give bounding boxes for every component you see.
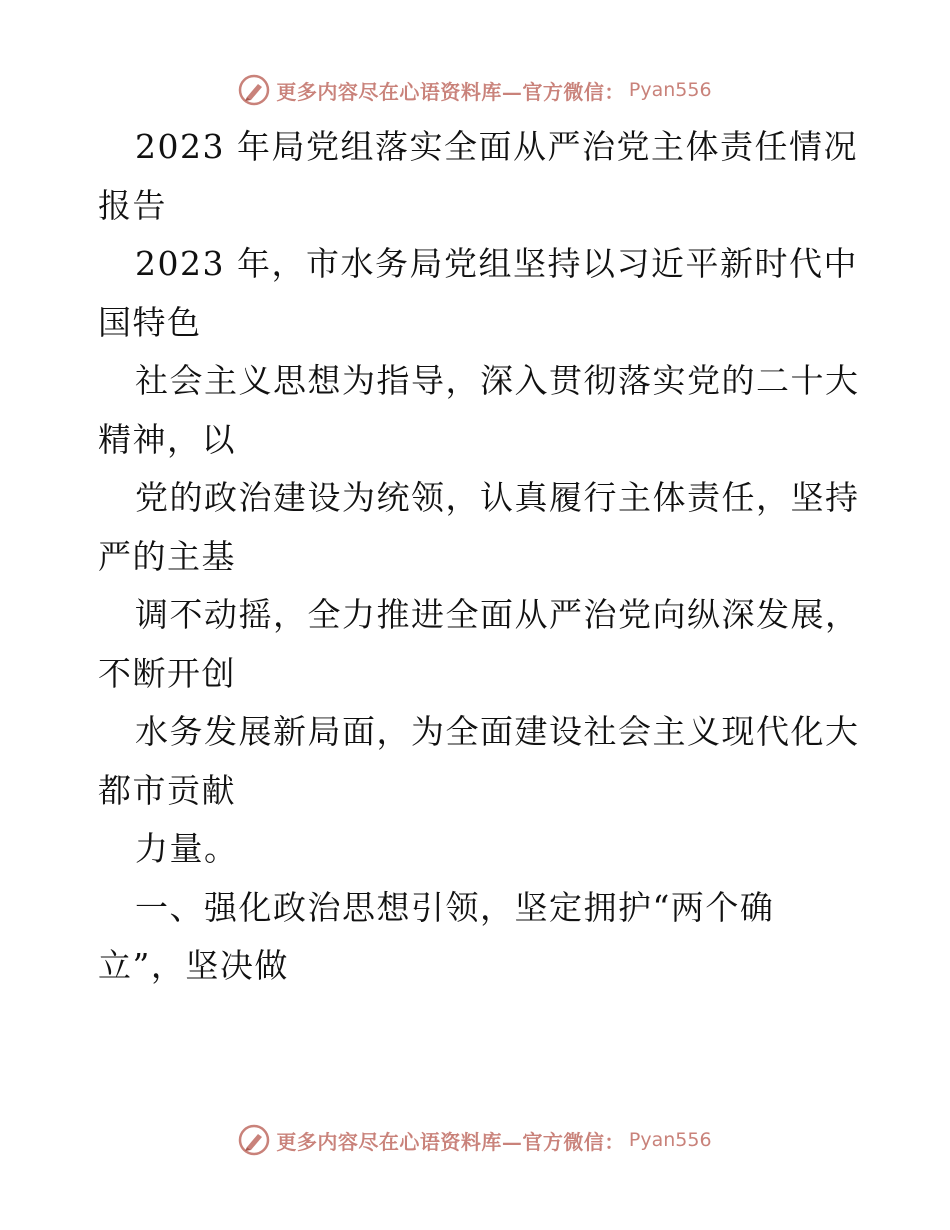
title-line-2: 报告 [98,185,167,225]
paragraph-line: 精神，以 [98,419,236,459]
pen-logo-icon [238,1124,270,1156]
footer-watermark [0,1120,950,1160]
paragraph-line: 调不动摇，全力推进全面从严治党向纵深发展， [135,595,860,634]
paragraph-line: 水务发展新局面，为全面建设社会主义现代化大 [135,712,860,751]
paragraph-line: 都市贡献 [98,770,236,810]
watermark-text: 更多内容尽在心语资料库—官方微信： [276,1129,625,1154]
pen-logo-icon [238,74,270,106]
watermark-wechat-id: Pyan556 [628,79,712,101]
watermark-text: 更多内容尽在心语资料库—官方微信： [276,79,625,104]
paragraph-line: 力量。 [135,829,239,868]
paragraph-line: 严的主基 [98,536,236,576]
paragraph-line: 党的政治建设为统领，认真履行主体责任，坚持 [135,478,860,517]
section-heading-line: 立”，坚决做 [98,946,289,985]
document-body [98,118,858,996]
paragraph-line: 社会主义思想为指导，深入贯彻落实党的二十大 [135,361,860,400]
section-heading-line: 一、强化政治思想引领，坚定拥护“两个确 [135,887,775,927]
paragraph-line: 2023 年，市水务局党组坚持以习近平新时代中 [135,244,858,283]
paragraph-line: 不断开创 [98,653,236,693]
paragraph-line: 国特色 [98,302,202,342]
header-watermark [0,70,950,110]
watermark-wechat-id: Pyan556 [628,1129,712,1151]
title-line-1: 2023 年局党组落实全面从严治党主体责任情况 [135,127,858,166]
